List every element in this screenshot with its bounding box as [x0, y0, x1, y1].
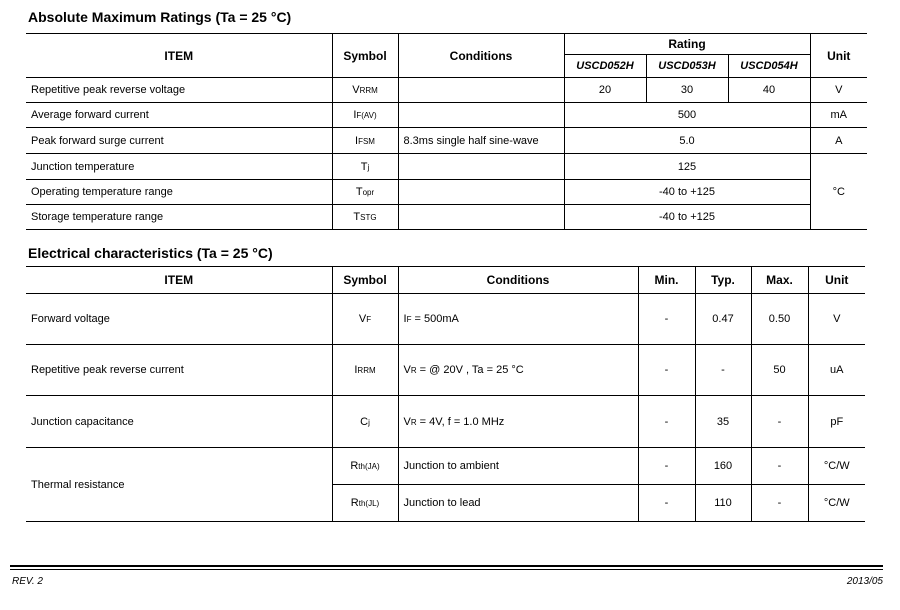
typ-cell: 110: [695, 485, 751, 522]
header-min: Min.: [638, 267, 695, 294]
header-unit: Unit: [810, 34, 867, 78]
conditions-cell: VR = @ 20V , Ta = 25 °C: [398, 345, 638, 396]
revision-label: REV. 2: [12, 576, 43, 587]
unit-cell: V: [810, 78, 867, 103]
footer-divider: [10, 569, 883, 570]
part-number: USCD053H: [646, 55, 728, 78]
conditions-cell: Junction to ambient: [398, 448, 638, 485]
max-cell: -: [751, 448, 808, 485]
conditions-cell: VR = 4V, f = 1.0 MHz: [398, 396, 638, 448]
table-row: [26, 180, 867, 205]
ratings-table: [26, 33, 867, 230]
header-unit: Unit: [808, 267, 865, 294]
header-conditions: Conditions: [398, 34, 564, 78]
item-cell: Junction temperature: [26, 154, 332, 180]
value-cell: 500: [564, 103, 810, 128]
symbol-cell: TSTG: [332, 205, 398, 230]
min-cell: -: [638, 294, 695, 345]
typ-cell: 0.47: [695, 294, 751, 345]
symbol-cell: Topr: [332, 180, 398, 205]
max-cell: 0.50: [751, 294, 808, 345]
typ-cell: 160: [695, 448, 751, 485]
table-row: [26, 205, 867, 230]
value-cell: 40: [728, 78, 810, 103]
item-cell: Forward voltage: [26, 294, 332, 345]
footer-divider: [10, 565, 883, 567]
table-row: [26, 103, 867, 128]
typ-cell: -: [695, 345, 751, 396]
value-cell: -40 to +125: [564, 205, 810, 230]
min-cell: -: [638, 345, 695, 396]
conditions-cell: [398, 78, 564, 103]
unit-cell: °C: [810, 154, 867, 230]
typ-cell: 35: [695, 396, 751, 448]
item-cell: Average forward current: [26, 103, 332, 128]
item-cell: Operating temperature range: [26, 180, 332, 205]
symbol-cell: IF(AV): [332, 103, 398, 128]
unit-cell: A: [810, 128, 867, 154]
date-label: 2013/05: [846, 576, 883, 587]
min-cell: -: [638, 485, 695, 522]
electrical-title: Electrical characteristics (Ta = 25 °C): [28, 245, 273, 261]
header-max: Max.: [751, 267, 808, 294]
header-typ: Typ.: [695, 267, 751, 294]
header-conditions: Conditions: [398, 267, 638, 294]
unit-cell: °C/W: [808, 448, 865, 485]
table-row: [26, 396, 865, 448]
value-cell: 30: [646, 78, 728, 103]
conditions-cell: [398, 103, 564, 128]
part-number: USCD054H: [728, 55, 810, 78]
value-cell: 5.0: [564, 128, 810, 154]
conditions-cell: 8.3ms single half sine-wave: [398, 128, 564, 154]
header-rating: Rating: [564, 34, 810, 55]
header-symbol: Symbol: [332, 267, 398, 294]
symbol-cell: Rth(JL): [332, 485, 398, 522]
table-row: [26, 78, 867, 103]
table-row: [26, 128, 867, 154]
conditions-cell: [398, 154, 564, 180]
unit-cell: uA: [808, 345, 865, 396]
electrical-table: [26, 266, 865, 522]
table-row: [26, 345, 865, 396]
header-item: ITEM: [26, 267, 332, 294]
symbol-cell: Tj: [332, 154, 398, 180]
max-cell: 50: [751, 345, 808, 396]
unit-cell: pF: [808, 396, 865, 448]
item-cell: Repetitive peak reverse voltage: [26, 78, 332, 103]
value-cell: 125: [564, 154, 810, 180]
min-cell: -: [638, 396, 695, 448]
value-cell: -40 to +125: [564, 180, 810, 205]
max-cell: -: [751, 485, 808, 522]
max-cell: -: [751, 396, 808, 448]
conditions-cell: Junction to lead: [398, 485, 638, 522]
min-cell: -: [638, 448, 695, 485]
symbol-cell: VF: [332, 294, 398, 345]
conditions-cell: [398, 180, 564, 205]
item-cell: Repetitive peak reverse current: [26, 345, 332, 396]
item-cell: Storage temperature range: [26, 205, 332, 230]
item-cell: Thermal resistance: [26, 448, 332, 522]
unit-cell: mA: [810, 103, 867, 128]
conditions-cell: IF = 500mA: [398, 294, 638, 345]
table-row: [26, 448, 865, 485]
conditions-cell: [398, 205, 564, 230]
table-row: [26, 294, 865, 345]
value-cell: 20: [564, 78, 646, 103]
ratings-title: Absolute Maximum Ratings (Ta = 25 °C): [28, 9, 292, 25]
unit-cell: °C/W: [808, 485, 865, 522]
item-cell: Peak forward surge current: [26, 128, 332, 154]
header-symbol: Symbol: [332, 34, 398, 78]
symbol-cell: VRRM: [332, 78, 398, 103]
table-row: [26, 154, 867, 180]
item-cell: Junction capacitance: [26, 396, 332, 448]
symbol-cell: Cj: [332, 396, 398, 448]
header-item: ITEM: [26, 34, 332, 78]
unit-cell: V: [808, 294, 865, 345]
part-number: USCD052H: [564, 55, 646, 78]
symbol-cell: IFSM: [332, 128, 398, 154]
symbol-cell: Rth(JA): [332, 448, 398, 485]
symbol-cell: IRRM: [332, 345, 398, 396]
